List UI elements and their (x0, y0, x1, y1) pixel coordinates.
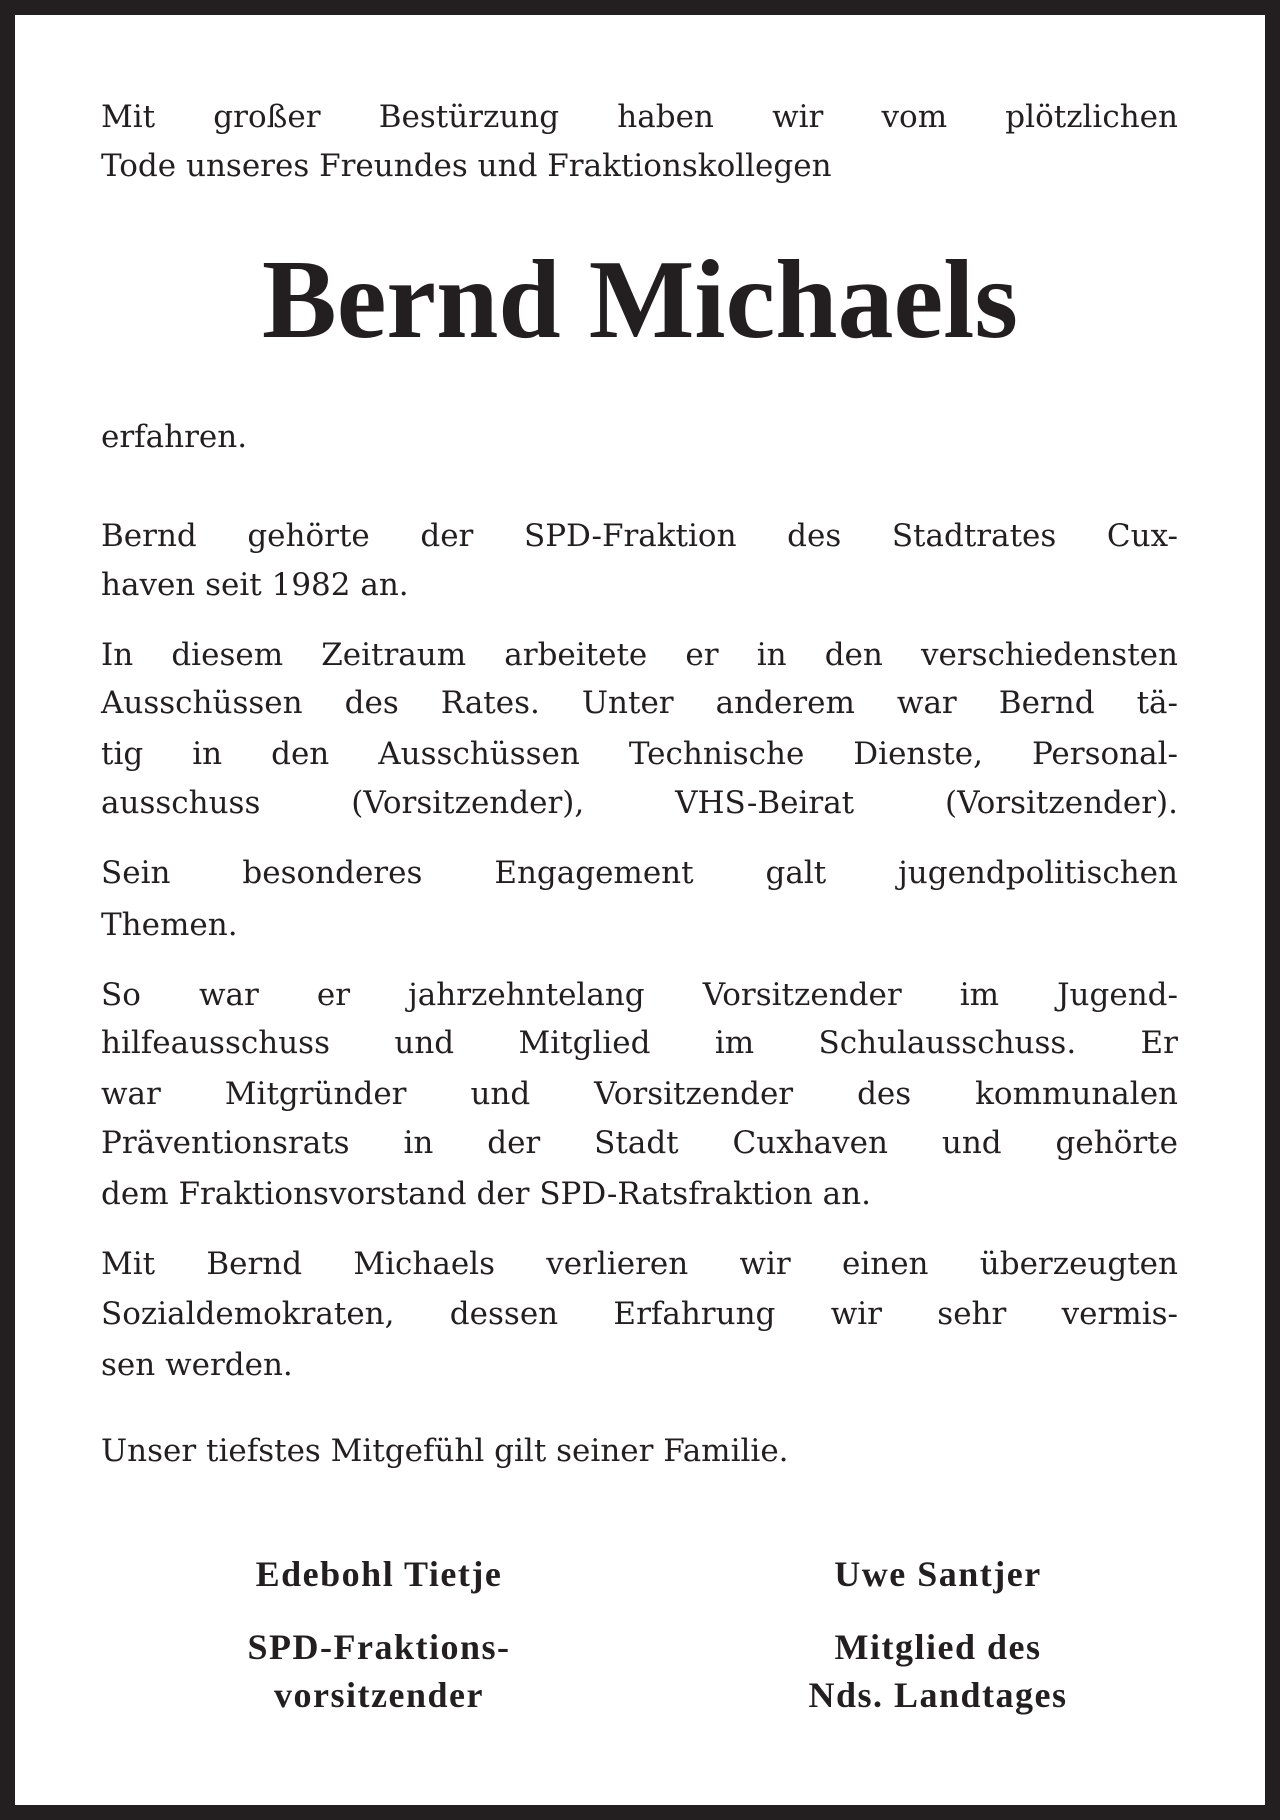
paragraph-line: Sozialdemokraten, dessen Erfahrung wir sehr vermis- (101, 1296, 1178, 1332)
intro-line: Mit großer Bestürzung haben wir vom plötzlichen (101, 99, 1178, 135)
paragraph-line: hilfeausschuss und Mitglied im Schulausschuss. Er (101, 1025, 1178, 1061)
intro-line: Tode unseres Freundes und Fraktionskollegen (101, 148, 832, 184)
paragraph-line: Präventionsrats in der Stadt Cuxhaven und gehörte (101, 1125, 1178, 1161)
signatory-role: Nds. Landtages (808, 1675, 1068, 1715)
paragraph-line: Unser tiefstes Mitgefühl gilt seiner Familie. (101, 1433, 789, 1469)
paragraph-line: dem Fraktionsvorstand der SPD-Ratsfraktion an. (101, 1176, 871, 1212)
paragraph-line: Ausschüssen des Rates. Unter anderem war Bernd tä- (101, 685, 1178, 721)
paragraph-line: Themen. (101, 907, 238, 943)
paragraph-line: Bernd gehörte der SPD-Fraktion des Stadtrates Cux- (101, 518, 1178, 554)
signatory-role: SPD-Fraktions- (247, 1627, 511, 1667)
paragraph-line: war Mitgründer und Vorsitzender des kommunalen (101, 1076, 1178, 1112)
deceased-name: Bernd Michaels (262, 238, 1018, 362)
paragraph-line: Sein besonderes Engagement galt jugendpolitischen (101, 855, 1178, 891)
paragraph-line: So war er jahrzehntelang Vorsitzender im Jugend- (101, 977, 1178, 1013)
after-name-text: erfahren. (101, 419, 248, 455)
signatory-name: Edebohl Tietje (255, 1554, 503, 1594)
signatory-role: Mitglied des (834, 1627, 1042, 1667)
signatory-role: vorsitzender (274, 1675, 484, 1715)
paragraph-line: sen werden. (101, 1347, 293, 1383)
paragraph-line: haven seit 1982 an. (101, 567, 409, 603)
paragraph-line: Mit Bernd Michaels verlieren wir einen überzeugten (101, 1246, 1178, 1282)
signatory-name: Uwe Santjer (834, 1554, 1042, 1594)
obituary-notice (15, 15, 1265, 1805)
paragraph-line: In diesem Zeitraum arbeitete er in den verschiedensten (101, 637, 1178, 673)
paragraph-line: tig in den Ausschüssen Technische Dienste, Personal- (101, 736, 1178, 772)
paragraph-line: ausschuss (Vorsitzender), VHS-Beirat (Vorsitzender). (101, 785, 1178, 821)
